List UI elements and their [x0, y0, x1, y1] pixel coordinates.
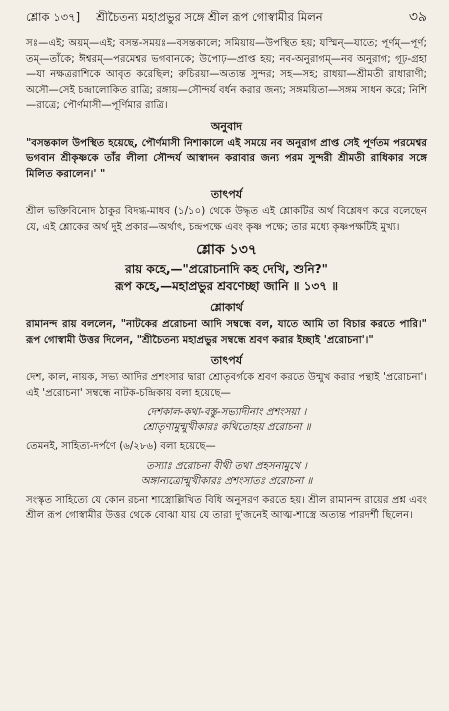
sanskrit-quote-1-line-2: শ্রোতৃণামুন্মুখীকারঃ কথিতোহয় প্ররোচনা ॥ — [142, 422, 311, 433]
purport-paragraph-2: দেশ, কাল, নায়ক, সভ্য আদির প্রশংসার দ্বারা শ্রোতৃবর্গকে শ্রবণ করতে উন্মুখ করার পন্থাই 'প্ররোচনা'। এই 'প্ররোচনা' সম্বন্ধে নাটক-চন্দ্রিকায় বলা হয়েছে— — [26, 372, 427, 399]
sanskrit-quote-2-line-1: তস্যাঃ প্ররোচনা বীথী তথা প্রহসনামুখে । — [146, 460, 307, 472]
translation-heading: অনুবাদ — [210, 119, 243, 133]
page-number: ৩৯ — [408, 9, 427, 25]
sanskrit-quote-2-line-2: অঙ্গান্যত্রোন্মুখীকারঃ প্রশংসাতঃ প্ররোচনা ॥ — [140, 475, 313, 487]
verse-title: শ্লোক ১৩৭ — [196, 242, 257, 258]
verse-line-2: রূপ কহে,—মহাপ্রভুর শ্রবণেচ্ছা জানি ॥ ১৩৭ ॥ — [114, 279, 339, 293]
verse-line-1: রায় কহে,—"প্ররোচনাদি কহ দেখি, শুনি?" — [125, 262, 328, 276]
purport-heading-1: তাৎপর্য — [210, 188, 243, 201]
sanskrit-quote-1-line-1: দেশকাল-কথা-বস্তু-সভ্যাদীনাং প্রশংসয়া । — [146, 407, 307, 418]
shlokartha-heading: শ্লোকার্থ — [210, 301, 243, 314]
purport-heading-2: তাৎপর্য — [210, 354, 243, 367]
shlokartha-paragraph: রামানন্দ রায় বললেন, "নাটকের প্ররোচনা আদি সম্বন্ধে বল, যাতে আমি তা বিচার করতে পারি।" রূপ গোস্বামী উত্তর দিলেন, "শ্রীচৈতন্য মহাপ্রভুর সম্বন্ধে শ্রবণ করার ইচ্ছাই 'প্ররোচনা'।" — [26, 319, 427, 346]
purport-paragraph-4: সংস্কৃত সাহিত্যে যে কোন রচনা শাস্ত্রোল্লিখিত বিধি অনুসরণ করতে হয়। শ্রীল রামানন্দ রায়ের প্রশ্ন এবং শ্রীল রূপ গোস্বামীর উত্তর থেকে বোঝা যায় যে তারা দু'জনেই আত্ম-শাস্ত্রে অত্যন্ত পারদর্শী ছিলেন। — [26, 494, 427, 521]
header-verse-ref: শ্লোক ১৩৭] — [26, 10, 81, 24]
header-chapter-title: শ্রীচৈতন্য মহাপ্রভুর সঙ্গে শ্রীল রূপ গোস্বামীর মিলন — [96, 10, 323, 24]
translation-paragraph: "বসন্তকাল উপস্থিত হয়েছে, পৌর্ণমাসী নিশাকালে এই সময়ে নব অনুরাগ প্রাপ্ত সেই পূর্ণতম পরমেশ্বর ভগবান শ্রীকৃষ্ণকে তাঁর লীলা সৌন্দর্য আস্বাদন করাবার জন্য পরম সুন্দরী শ্রীমতী রাধিকার সঙ্গে মিলিত করালেন।' " — [26, 137, 427, 180]
purport-paragraph-3: তেমনই, সাহিত্য-দর্পণে (৬/২৮৬) বলা হয়েছে— — [26, 441, 216, 452]
purport-paragraph-1: শ্রীল ভক্তিবিনোদ ঠাকুর বিদগ্ধ-মাধব (১/১০) থেকে উদ্ধৃত এই শ্লোকটির অর্থ বিশ্লেষণ করে বলেছেন যে, এই শ্লোকের অর্থ দুই প্রকার—অর্থাৎ, চন্দ্রপক্ষে এবং কৃষ্ণ পক্ষে; তার মধ্যে কৃষ্ণপক্ষটিই মুখ্য। — [26, 206, 427, 233]
page-header — [26, 10, 427, 24]
synonyms-paragraph: সঃ—এই; অয়ম্—এই; বসন্ত-সময়ঃ—বসন্তকালে; সমিয়ায়—উপস্থিত হয়; যস্মিন্—যাতে; পূর্ণম্—পূর্ণ; তম্—তাঁকে; ঈশ্বরম্—পরমেশ্বর ভগবানকে; উপোঢ়—প্রাপ্ত হয়; নব-অনুরাগম্—নব অনুরাগ; গূঢ়-গ্রহা—যা নক্ষত্ররাশিকে আবৃত করেছিল; রুচিরয়া—অত্যন্ত সুন্দর; সহ—সহ; রাধয়া—শ্রীমতী রাধারাণী; অসৌ—সেই চন্দ্রালোকিত রাত্রি; রঙ্গায়—সৌন্দর্য বর্ধন করার জন্য; সঙ্গময়িতা—সঙ্গম সাধন করে; নিশি—রাত্রে; পৌর্ণমাসী—পূর্ণিমার রাত্রি। — [26, 38, 427, 111]
